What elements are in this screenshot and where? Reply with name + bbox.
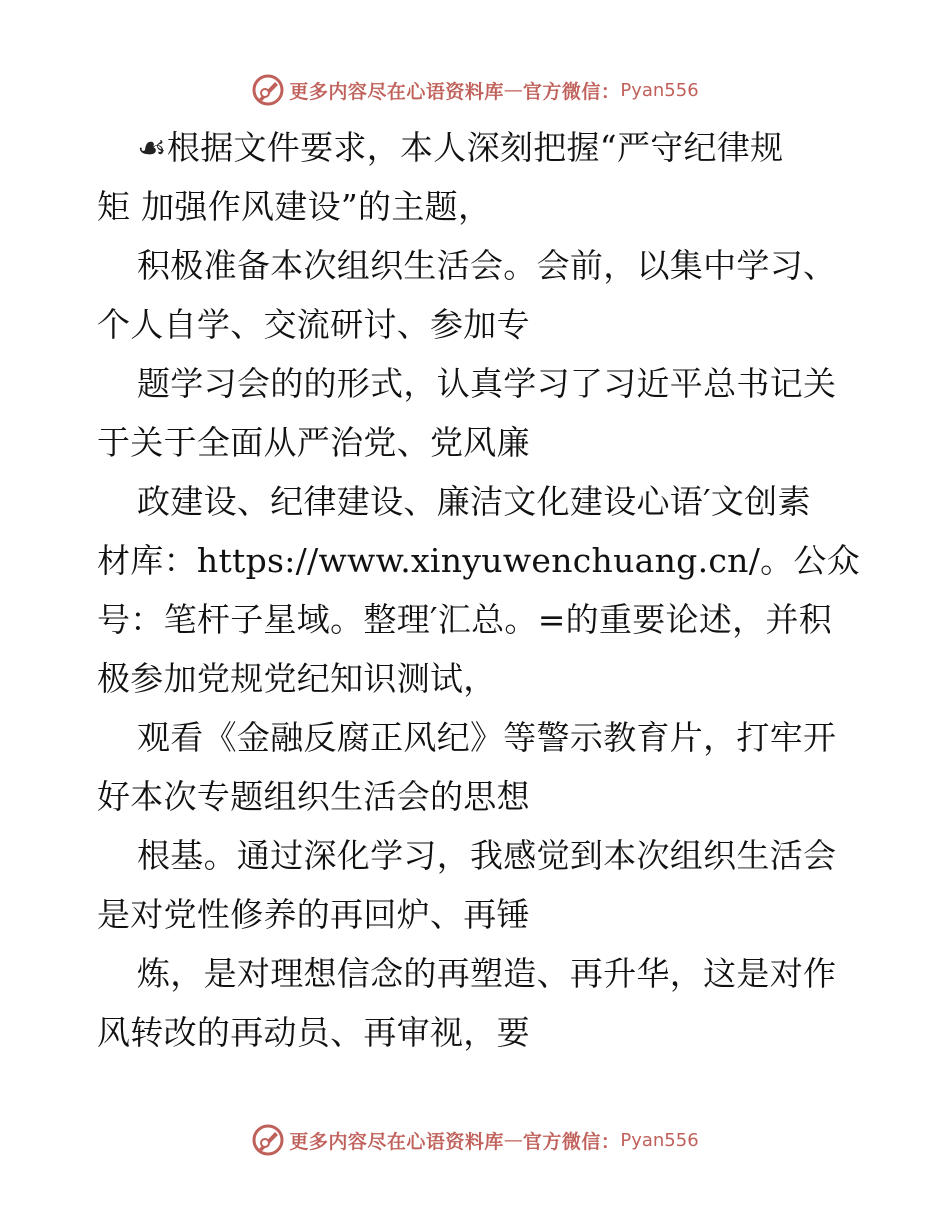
body-line-13: 根基。通过深化学习，我感觉到本次组织生活会 bbox=[137, 836, 837, 875]
quill-logo-icon bbox=[251, 1123, 285, 1157]
header-site-text: 更多内容尽在心语资料库 bbox=[289, 80, 504, 103]
body-line-15: 炼，是对理想信念的再塑造、再升华，这是对作 bbox=[137, 954, 837, 993]
document-body bbox=[97, 118, 861, 1062]
header-wechat-label: 官方微信： bbox=[522, 80, 621, 103]
footer-wechat-label: 官方微信： bbox=[522, 1130, 621, 1153]
body-line-9: 号：笔杆子星域。整理′汇总。=的重要论述，并积 bbox=[97, 600, 833, 639]
body-line-7: 政建设、纪律建设、廉洁文化建设心语′文创素 bbox=[137, 482, 811, 521]
footer-site-text: 更多内容尽在心语资料库 bbox=[289, 1130, 504, 1153]
body-line-16: 风转改的再动员、再审视，要 bbox=[97, 1013, 530, 1052]
body-line-10: 极参加党规党纪知识测试， bbox=[97, 659, 497, 698]
body-line-14: 是对党性修养的再回炉、再锤 bbox=[97, 895, 530, 934]
body-line-12: 好本次专题组织生活会的思想 bbox=[97, 777, 530, 816]
footer-wechat-id: Pyan556 bbox=[620, 1129, 699, 1151]
header-banner bbox=[0, 70, 950, 110]
quill-logo-icon bbox=[251, 73, 285, 107]
header-wechat-id: Pyan556 bbox=[620, 79, 699, 101]
header-dash: — bbox=[503, 79, 523, 101]
body-line-2: 矩 加强作风建设”的主题， bbox=[97, 187, 492, 226]
body-line-3: 积极准备本次组织生活会。会前，以集中学习、 bbox=[137, 246, 837, 285]
body-line-8: 材库：https://www.xinyuwenchuang.cn/。公众 bbox=[97, 541, 861, 580]
body-line-6: 于关于全面从严治党、党风廉 bbox=[97, 423, 530, 462]
floral-bullet-icon: ☙ bbox=[137, 128, 167, 167]
footer-banner bbox=[0, 1120, 950, 1160]
footer-dash: — bbox=[503, 1129, 523, 1151]
body-line-1 bbox=[97, 118, 857, 177]
body-line-4: 个人自学、交流研讨、参加专 bbox=[97, 305, 530, 344]
body-line-text: 根据文件要求，本人深刻把握“严守纪律规 bbox=[166, 128, 784, 167]
body-line-11: 观看《金融反腐正风纪》等警示教育片，打牢开 bbox=[137, 718, 837, 757]
body-line-5: 题学习会的的形式，认真学习了习近平总书记关 bbox=[137, 364, 837, 403]
